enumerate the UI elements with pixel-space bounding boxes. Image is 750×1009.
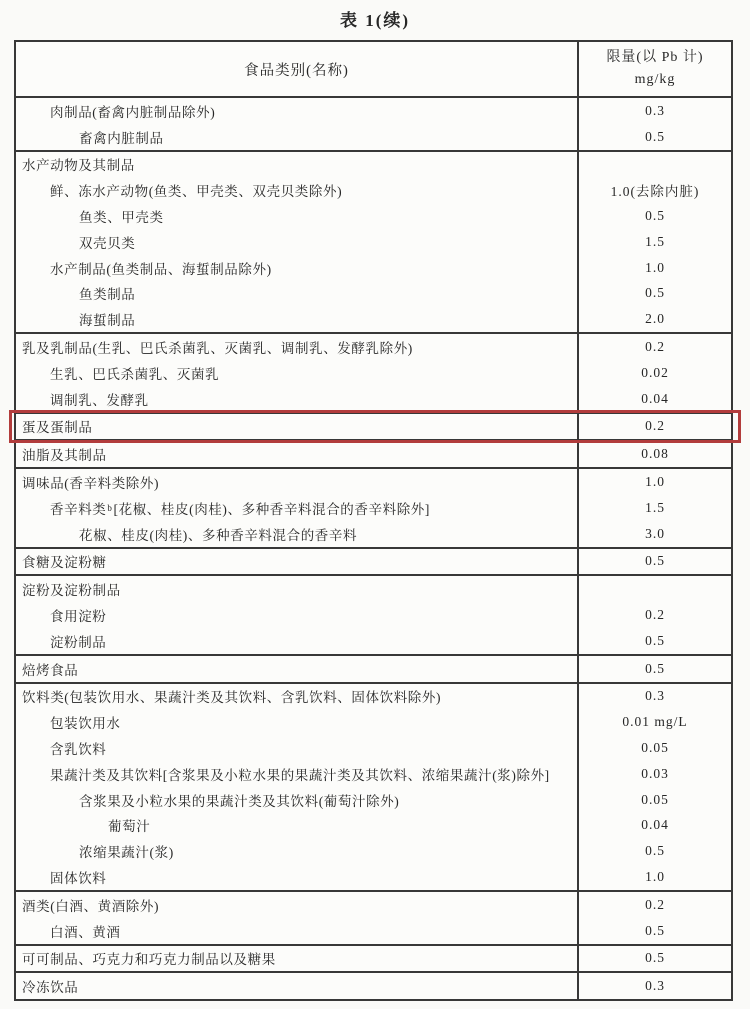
food-category-cell: 水产动物及其制品 bbox=[22, 158, 135, 174]
table-row bbox=[16, 973, 731, 999]
table-row bbox=[16, 177, 731, 203]
table-row bbox=[16, 656, 731, 682]
food-category-cell: 果蔬汁类及其饮料[含浆果及小粒水果的果蔬汁类及其饮料、浓缩果蔬汁(浆)除外] bbox=[50, 767, 550, 783]
table-row bbox=[16, 813, 731, 839]
limit-value-cell: 0.5 bbox=[577, 281, 731, 307]
table-row bbox=[16, 203, 731, 229]
limit-value-cell: 1.0(去除内脏) bbox=[577, 177, 731, 203]
food-category-cell: 海蜇制品 bbox=[79, 313, 136, 329]
limit-value-cell: 2.0 bbox=[577, 306, 731, 332]
food-category-cell: 生乳、巴氏杀菌乳、灭菌乳 bbox=[50, 366, 220, 382]
table-row bbox=[16, 576, 731, 602]
limit-value-cell: 0.08 bbox=[577, 441, 731, 467]
table-row bbox=[16, 98, 731, 124]
food-category-cell: 含乳饮料 bbox=[50, 742, 107, 758]
food-category-cell: 鲜、冻水产动物(鱼类、甲壳类、双壳贝类除外) bbox=[50, 184, 343, 200]
table-row bbox=[16, 918, 731, 944]
table-row bbox=[16, 946, 731, 972]
food-category-cell: 乳及乳制品(生乳、巴氏杀菌乳、灭菌乳、调制乳、发酵乳除外) bbox=[22, 341, 413, 357]
table-body bbox=[16, 98, 731, 999]
lead-limits-table bbox=[14, 40, 733, 1001]
table-row bbox=[16, 469, 731, 495]
table-row bbox=[16, 495, 731, 521]
table-row bbox=[16, 892, 731, 918]
table-row bbox=[16, 864, 731, 890]
food-category-cell: 白酒、黄酒 bbox=[50, 924, 121, 940]
limit-value-cell: 0.3 bbox=[577, 973, 731, 999]
limit-value-cell: 0.5 bbox=[577, 946, 731, 972]
limit-value-cell: 0.03 bbox=[577, 761, 731, 787]
limit-value-cell: 0.5 bbox=[577, 656, 731, 682]
food-category-cell: 鱼类、甲壳类 bbox=[79, 210, 164, 226]
header-food-category: 食品类别(名称) bbox=[244, 62, 349, 79]
food-category-cell: 油脂及其制品 bbox=[22, 448, 107, 464]
food-category-cell: 食用淀粉 bbox=[50, 609, 107, 625]
food-category-cell: 调味品(香辛料类除外) bbox=[22, 476, 160, 492]
limit-value-cell: 0.5 bbox=[577, 203, 731, 229]
table-header-row bbox=[16, 42, 731, 98]
food-category-cell: 淀粉制品 bbox=[50, 634, 107, 650]
table-row bbox=[16, 628, 731, 654]
limit-value-cell: 0.2 bbox=[577, 892, 731, 918]
food-category-cell: 固体饮料 bbox=[50, 871, 107, 886]
table-group bbox=[16, 412, 731, 440]
limit-value-cell: 0.5 bbox=[577, 549, 731, 575]
table-group bbox=[16, 574, 731, 653]
limit-value-cell: 1.0 bbox=[577, 469, 731, 495]
table-group bbox=[16, 682, 731, 890]
table-row bbox=[16, 549, 731, 575]
limit-value-cell: 1.0 bbox=[577, 864, 731, 890]
food-category-cell: 香辛料类 b [花椒、桂皮(肉桂)、多种香辛料混合的香辛料除外] bbox=[50, 501, 430, 517]
limit-value-cell: 1.5 bbox=[577, 495, 731, 521]
table-row bbox=[16, 152, 731, 178]
food-category-cell: 饮料类(包装饮用水、果蔬汁类及其饮料、含乳饮料、固体饮料除外) bbox=[22, 690, 442, 706]
limit-value-cell: 0.5 bbox=[577, 124, 731, 150]
table-row bbox=[16, 521, 731, 547]
table-row bbox=[16, 684, 731, 710]
table-group bbox=[16, 890, 731, 944]
limit-value-cell: 0.05 bbox=[577, 735, 731, 761]
table-row bbox=[16, 281, 731, 307]
food-category-cell: 调制乳、发酵乳 bbox=[50, 392, 149, 408]
table-group bbox=[16, 439, 731, 467]
table-caption: 表 1(续) bbox=[339, 11, 411, 30]
food-category-cell: 蛋及蛋制品 bbox=[22, 420, 93, 436]
limit-value-cell: 0.5 bbox=[577, 628, 731, 654]
food-category-cell: 食糖及淀粉糖 bbox=[22, 555, 107, 571]
limit-value-cell: 0.2 bbox=[577, 414, 731, 440]
table-row bbox=[16, 787, 731, 813]
table-row bbox=[16, 334, 731, 360]
limit-value-cell: 0.04 bbox=[577, 386, 731, 412]
table-row bbox=[16, 761, 731, 787]
table-group bbox=[16, 150, 731, 333]
limit-value-cell: 0.2 bbox=[577, 334, 731, 360]
food-category-cell: 水产制品(鱼类制品、海蜇制品除外) bbox=[50, 261, 272, 277]
limit-value-cell: 0.3 bbox=[577, 98, 731, 124]
food-category-cell: 冷冻饮品 bbox=[22, 980, 79, 996]
table-row bbox=[16, 441, 731, 467]
food-category-cell: 双壳贝类 bbox=[79, 235, 136, 251]
limit-value-cell: 0.05 bbox=[577, 787, 731, 813]
food-category-cell: 可可制品、巧克力和巧克力制品以及糖果 bbox=[22, 952, 276, 968]
limit-value-cell: 3.0 bbox=[577, 521, 731, 547]
table-group bbox=[16, 944, 731, 972]
food-category-cell: 畜禽内脏制品 bbox=[79, 130, 164, 146]
table-row bbox=[16, 386, 731, 412]
table-row bbox=[16, 255, 731, 281]
food-category-cell: 淀粉及淀粉制品 bbox=[22, 583, 121, 599]
limit-value-cell: 1.0 bbox=[577, 255, 731, 281]
limit-value-cell: 0.2 bbox=[577, 602, 731, 628]
food-category-cell: 酒类(白酒、黄酒除外) bbox=[22, 898, 160, 914]
food-category-cell: 焙烤食品 bbox=[22, 662, 79, 678]
table-row bbox=[16, 735, 731, 761]
food-category-cell: 花椒、桂皮(肉桂)、多种香辛料混合的香辛料 bbox=[79, 527, 358, 543]
food-category-cell: 含浆果及小粒水果的果蔬汁类及其饮料(葡萄汁除外) bbox=[79, 793, 400, 809]
limit-value-cell: 0.3 bbox=[577, 684, 731, 710]
table-row bbox=[16, 306, 731, 332]
table-row bbox=[16, 709, 731, 735]
limit-value-cell: 1.5 bbox=[577, 229, 731, 255]
table-row bbox=[16, 838, 731, 864]
table-row bbox=[16, 229, 731, 255]
food-category-cell: 包装饮用水 bbox=[50, 716, 121, 732]
table-group bbox=[16, 467, 731, 546]
food-category-cell: 浓缩果蔬汁(浆) bbox=[79, 845, 174, 861]
header-limit bbox=[577, 42, 731, 96]
table-group bbox=[16, 332, 731, 411]
header-limit-line2: mg/kg bbox=[634, 72, 676, 87]
table-row bbox=[16, 124, 731, 150]
limit-value-cell bbox=[577, 576, 731, 602]
limit-value-cell: 0.01 mg/L bbox=[577, 709, 731, 735]
table-group bbox=[16, 654, 731, 682]
header-limit-line1: 限量(以 Pb 计) bbox=[606, 50, 704, 65]
limit-value-cell: 0.5 bbox=[577, 838, 731, 864]
table-group bbox=[16, 98, 731, 150]
table-row bbox=[16, 602, 731, 628]
limit-value-cell: 0.04 bbox=[577, 813, 731, 839]
limit-value-cell bbox=[577, 152, 731, 178]
food-category-cell: 肉制品(畜禽内脏制品除外) bbox=[50, 104, 216, 120]
table-group bbox=[16, 547, 731, 575]
food-category-cell: 鱼类制品 bbox=[79, 287, 136, 303]
table-row bbox=[16, 414, 731, 440]
food-category-cell: 葡萄汁 bbox=[108, 819, 151, 835]
limit-value-cell: 0.02 bbox=[577, 360, 731, 386]
table-group bbox=[16, 971, 731, 999]
limit-value-cell: 0.5 bbox=[577, 918, 731, 944]
table-row bbox=[16, 360, 731, 386]
